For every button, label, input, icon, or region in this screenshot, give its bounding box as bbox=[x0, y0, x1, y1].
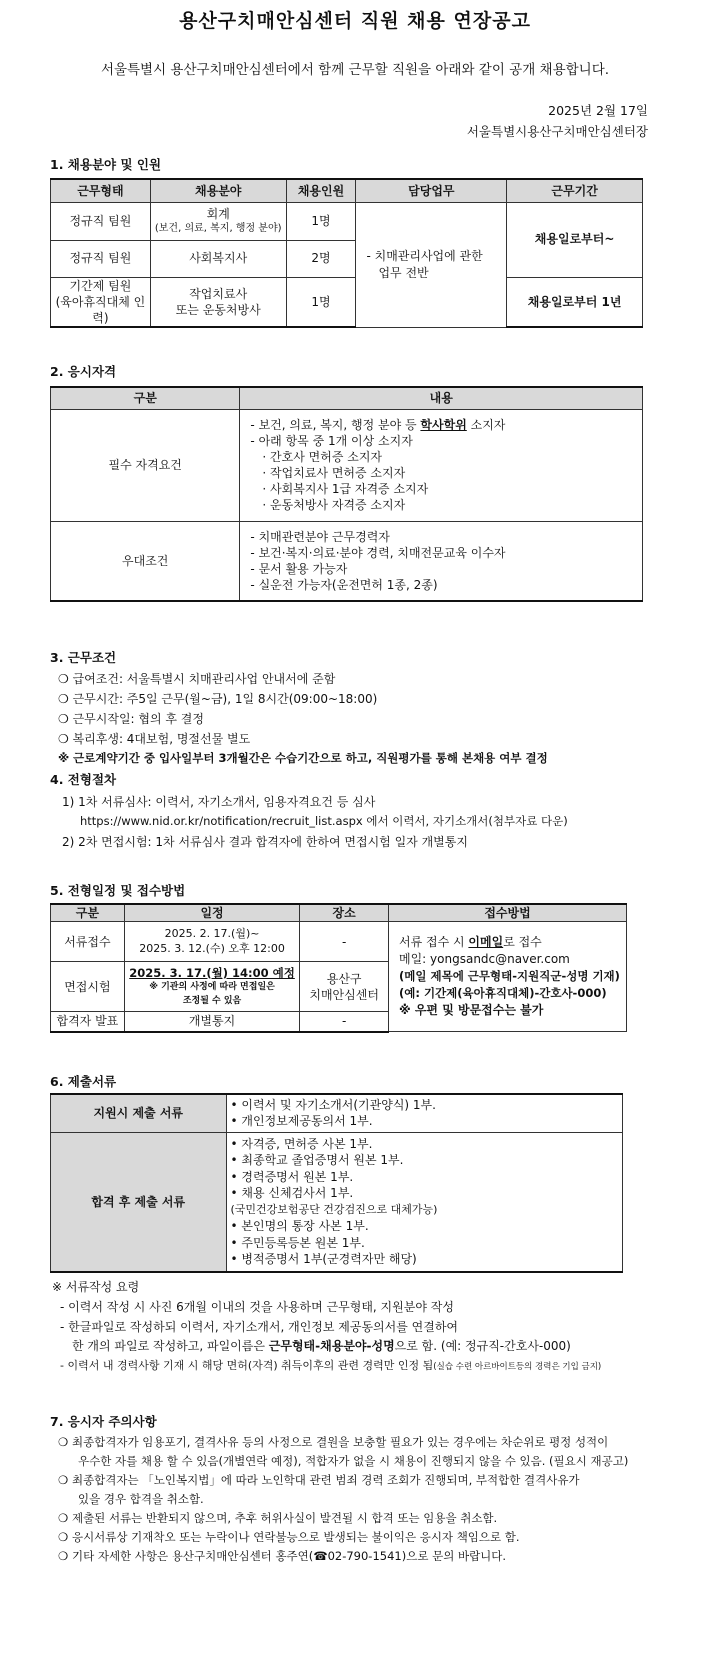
work-type: 정규직 팀원 bbox=[51, 240, 151, 277]
doc-item: • 이력서 및 자기소개서(기관양식) 1부. bbox=[230, 1098, 436, 1113]
header-schedule: 일정 bbox=[124, 904, 300, 922]
header-category: 구분 bbox=[51, 387, 240, 409]
table-row bbox=[51, 202, 643, 240]
field bbox=[150, 277, 286, 327]
work-type bbox=[51, 277, 151, 327]
header-method: 접수방법 bbox=[389, 904, 627, 922]
doc-item: • 채용 신체검사서 1부. bbox=[230, 1186, 354, 1201]
count: 2명 bbox=[286, 240, 356, 277]
caution-item: ❍ 최종합격자가 임용포기, 결격사유 등의 사정으로 결원을 보충할 필요가 있는 경우에는 차순위로 평정 성적이 bbox=[58, 1435, 609, 1449]
method-line: (메일 제목에 근무형태-지원직군-성명 기재) bbox=[399, 969, 620, 984]
req-line: · 작업치료사 면허증 소지자 bbox=[262, 466, 406, 480]
announcement-date: 2025년 2월 17일 bbox=[548, 103, 648, 118]
doc-item: • 개인정보제공동의서 1부. bbox=[230, 1114, 373, 1129]
caution-item: 있을 경우 합격을 취소함. bbox=[78, 1492, 204, 1506]
schedule-label: 합격자 발표 bbox=[51, 1012, 125, 1032]
header-count: 채용인원 bbox=[286, 179, 356, 202]
work-type-line: (육아휴직대체 인력) bbox=[55, 294, 146, 325]
process-step-2: 2) 2차 면접시험: 1차 서류심사 결과 합격자에 한하여 면접시험 일자 개별통지 bbox=[62, 835, 468, 849]
recruit-link[interactable]: https://www.nid.or.kr/notification/recruit_list.aspx 에서 이력서, 자기소개서(첨부자료 다운) bbox=[80, 814, 568, 828]
writing-guide-item: - 이력서 작성 시 사진 6개월 이내의 것을 사용하며 근무형태, 지원분야 작성 bbox=[60, 1300, 454, 1314]
field: 사회복지사 bbox=[150, 240, 286, 277]
probation-note: ※ 근로계약기간 중 입사일부터 3개월간은 수습기간으로 하고, 직원평가를 통해 본채용 여부 결정 bbox=[58, 751, 548, 765]
table-row bbox=[51, 521, 643, 601]
writing-guide-item: - 한글파일로 작성하되 이력서, 자기소개서, 개인정보 제공동의서를 연결하여 bbox=[60, 1320, 459, 1334]
header-field: 채용분야 bbox=[150, 179, 286, 202]
intro-text: 서울특별시 용산구치매안심센터에서 함께 근무할 직원을 아래와 같이 공개 채용합니다. bbox=[100, 62, 610, 78]
date-note: 조정될 수 있음 bbox=[182, 995, 242, 1006]
qualification-table bbox=[50, 386, 643, 602]
interview-date: 2025. 3. 17.(월) 14:00 예정 bbox=[129, 965, 295, 980]
period: 채용일로부터~ bbox=[507, 202, 643, 277]
doc-item: • 본인명의 통장 사본 1부. bbox=[230, 1219, 369, 1234]
email-address[interactable]: 메일: yongsandc@naver.com bbox=[399, 952, 570, 967]
work-type: 정규직 팀원 bbox=[51, 202, 151, 240]
writing-guide-title: ※ 서류작성 요령 bbox=[52, 1280, 140, 1294]
header-place: 장소 bbox=[300, 904, 389, 922]
doc-item: (국민건강보험공단 건강검진으로 대체가능) bbox=[230, 1202, 438, 1216]
period: 채용일로부터 1년 bbox=[507, 277, 643, 327]
req-line: · 운동처방사 자격증 소지자 bbox=[262, 498, 406, 512]
schedule-date: 개별통지 bbox=[124, 1012, 300, 1032]
page-title: 용산구치매안심센터 직원 채용 연장공고 bbox=[179, 10, 531, 32]
doc-item: • 자격증, 면허증 사본 1부. bbox=[230, 1136, 373, 1151]
schedule-place: - bbox=[300, 1012, 389, 1032]
condition-item: ❍ 복리후생: 4대보험, 명절선물 별도 bbox=[58, 732, 251, 746]
count: 1명 bbox=[286, 277, 356, 327]
writing-guide-item: - 이력서 내 경력사항 기재 시 해당 면허(자격) 취득이후의 관련 경력만 인정 됨(실습 수련 아르바이트등의 경력은 기입 금지) bbox=[60, 1359, 602, 1372]
doc-item: • 최종학교 졸업증명서 원본 1부. bbox=[230, 1153, 404, 1168]
section-2-heading: 2. 응시자격 bbox=[50, 364, 117, 379]
required-content bbox=[240, 409, 643, 521]
table-row bbox=[51, 1132, 623, 1272]
table-row bbox=[51, 277, 643, 327]
apply-docs-label: 지원시 제출 서류 bbox=[51, 1094, 227, 1132]
count: 1명 bbox=[286, 202, 356, 240]
filename-format: 근무형태-채용분야-성명 bbox=[268, 1339, 395, 1353]
table-row bbox=[51, 1094, 623, 1132]
header-duty: 담당업무 bbox=[356, 179, 507, 202]
schedule-label: 서류접수 bbox=[51, 922, 125, 962]
process-step-1: 1) 1차 서류심사: 이력서, 자기소개서, 임용자격요건 등 심사 bbox=[62, 795, 376, 809]
field bbox=[150, 202, 286, 240]
header-work-type: 근무형태 bbox=[51, 179, 151, 202]
recruitment-table bbox=[50, 178, 643, 328]
pass-docs bbox=[226, 1132, 622, 1272]
condition-item: ❍ 근무시간: 주5일 근무(월~금), 1일 8시간(09:00~18:00) bbox=[58, 692, 378, 706]
method-line: ※ 우편 및 방문접수는 불가 bbox=[399, 1003, 544, 1018]
pref-line: - 문서 활용 가능자 bbox=[250, 561, 348, 576]
caution-item: ❍ 응시서류상 기재착오 또는 누락이나 연락불능으로 발생되는 불이익은 응시자 책임으로 함. bbox=[58, 1530, 520, 1544]
doc-item: • 주민등록등본 원본 1부. bbox=[230, 1235, 365, 1250]
field-name: 회계 bbox=[206, 207, 230, 222]
caution-item: ❍ 최종합격자는 「노인복지법」에 따라 노인학대 관련 범죄 경력 조회가 진행되며, 부적합한 결격사유가 bbox=[58, 1473, 580, 1487]
apply-docs bbox=[226, 1094, 622, 1132]
bachelor-degree: 학사학위 bbox=[420, 418, 467, 432]
doc-item: • 경력증명서 원본 1부. bbox=[230, 1169, 354, 1184]
work-type-line: 기간제 팀원 bbox=[69, 278, 132, 293]
req-line: · 사회복지사 1급 자격증 소지자 bbox=[262, 482, 429, 496]
duty bbox=[356, 202, 507, 327]
schedule-place bbox=[300, 962, 389, 1012]
required-label: 필수 자격요건 bbox=[51, 409, 240, 521]
caution-item: 우수한 자를 채용 할 수 있음(개별연락 예정), 적합자가 없을 시 채용이 진행되지 않을 수 있음. (필요시 재공고) bbox=[78, 1454, 629, 1468]
method-line: (예: 기간제(육아휴직대체)-간호사-000) bbox=[399, 986, 607, 1001]
header-period: 근무기간 bbox=[507, 179, 643, 202]
date-line: 2025. 2. 17.(월)~ bbox=[164, 926, 260, 940]
section-3-heading: 3. 근무조건 bbox=[50, 650, 117, 665]
section-1-heading: 1. 채용분야 및 인원 bbox=[50, 157, 162, 172]
pref-line: - 실운전 가능자(운전면허 1종, 2종) bbox=[250, 577, 438, 592]
caution-item: ❍ 기타 자세한 사항은 용산구치매안심센터 홍주연(☎02-790-1541)으로 문의 바랍니다. bbox=[58, 1549, 507, 1563]
issuer: 서울특별시용산구치매안심센터장 bbox=[466, 124, 648, 139]
preferred-content bbox=[240, 521, 643, 601]
table-row bbox=[51, 409, 643, 521]
pass-docs-label: 합격 후 제출 서류 bbox=[51, 1132, 227, 1272]
documents-table bbox=[50, 1093, 623, 1273]
field-line: 또는 운동처방사 bbox=[175, 302, 261, 317]
writing-guide-item: 한 개의 파일로 작성하고, 파일이름은 근무형태-채용분야-성명으로 함. (예: 정규직-간호사-000) bbox=[72, 1339, 571, 1353]
place-line: 치매안심센터 bbox=[309, 987, 379, 1002]
submission-method bbox=[389, 922, 627, 1032]
date-line: 2025. 3. 12.(수) 오후 12:00 bbox=[139, 941, 285, 955]
req-line: - 보건, 의료, 복지, 행정 분야 등 학사학위 소지자 bbox=[250, 418, 506, 432]
condition-item: ❍ 근무시작일: 협의 후 결정 bbox=[58, 712, 204, 726]
schedule-date bbox=[124, 922, 300, 962]
section-6-heading: 6. 제출서류 bbox=[50, 1074, 117, 1089]
section-4-heading: 4. 전형절차 bbox=[50, 772, 117, 787]
preferred-label: 우대조건 bbox=[51, 521, 240, 601]
section-7-heading: 7. 응시자 주의사항 bbox=[50, 1414, 157, 1429]
schedule-place: - bbox=[300, 922, 389, 962]
table-row bbox=[51, 922, 627, 962]
header-content: 내용 bbox=[240, 387, 643, 409]
condition-item: ❍ 급여조건: 서울특별시 치매관리사업 안내서에 준함 bbox=[58, 672, 336, 686]
email-emphasis: 이메일 bbox=[468, 935, 504, 950]
duty-line: 업무 전반 bbox=[378, 265, 429, 280]
pref-line: - 보건·복지·의료·분야 경력, 치매전문교육 이수자 bbox=[250, 545, 506, 560]
date-note: ※ 기관의 사정에 따라 면접일은 bbox=[149, 981, 275, 992]
section-5-heading: 5. 전형일정 및 접수방법 bbox=[50, 883, 186, 898]
req-line: · 간호사 면허증 소지자 bbox=[262, 450, 383, 464]
header-category: 구분 bbox=[51, 904, 125, 922]
pref-line: - 치매관련분야 근무경력자 bbox=[250, 529, 390, 544]
doc-item: • 병적증명서 1부(군경력자만 해당) bbox=[230, 1252, 417, 1267]
field-sub: (보건, 의료, 복지, 행정 분야) bbox=[154, 223, 282, 235]
schedule-label: 면접시험 bbox=[51, 962, 125, 1012]
caution-item: ❍ 제출된 서류는 반환되지 않으며, 추후 허위사실이 발견될 시 합격 또는 임용을 취소함. bbox=[58, 1511, 498, 1525]
field-line: 작업치료사 bbox=[189, 286, 248, 301]
req-line: - 아래 항목 중 1개 이상 소지자 bbox=[250, 434, 413, 448]
place-line: 용산구 bbox=[326, 971, 362, 986]
duty-line: - 치매관리사업에 관한 bbox=[366, 249, 483, 264]
schedule-date bbox=[124, 962, 300, 1012]
method-line: 서류 접수 시 이메일로 접수 bbox=[399, 935, 542, 950]
schedule-table bbox=[50, 903, 627, 1033]
